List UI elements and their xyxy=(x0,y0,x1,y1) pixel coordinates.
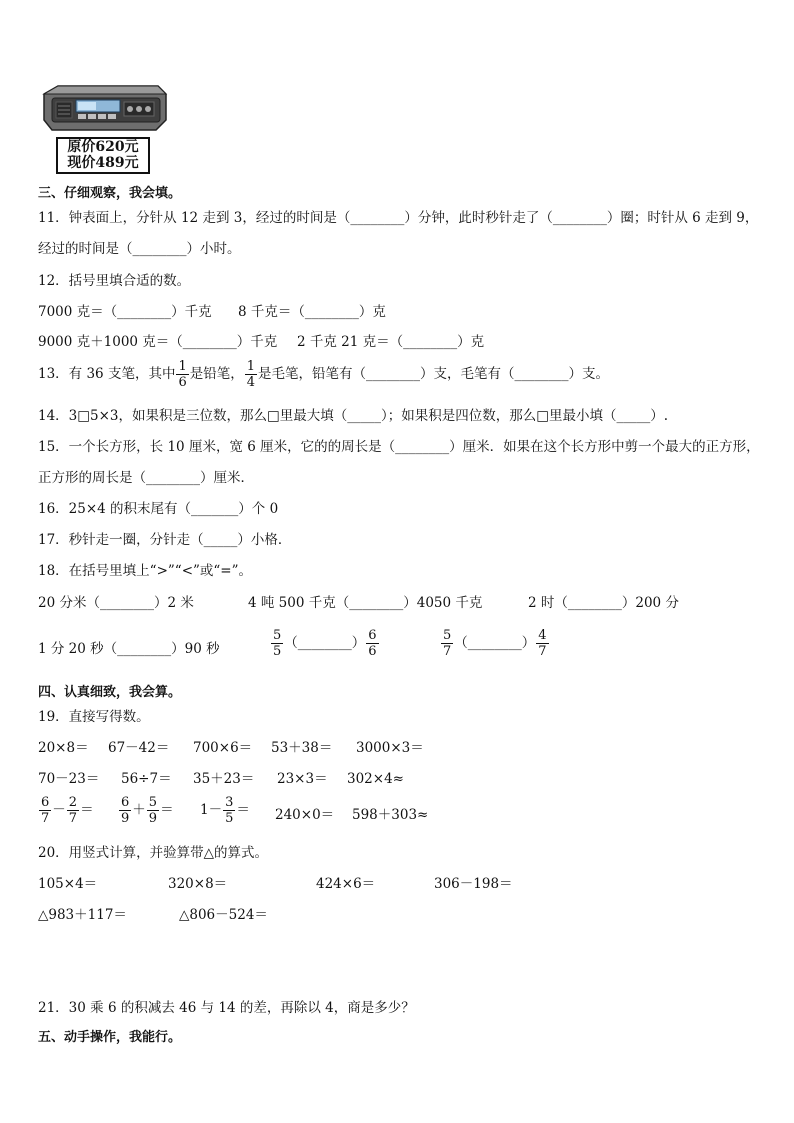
q19-r1-1: 20×8＝ xyxy=(38,740,89,756)
q19-r1-5: 3000×3＝ xyxy=(356,740,424,756)
fraction: $\frac{4}{7}$ xyxy=(538,628,547,659)
fraction: $\frac{6}{6}$ xyxy=(368,628,377,659)
q12-a: 7000 克＝（________）千克 xyxy=(38,304,212,320)
q15-line2: 正方形的周长是（________）厘米． xyxy=(38,470,254,486)
q19-r1-3: 700×6＝ xyxy=(193,740,253,756)
q18-b: 4 吨 500 千克（________）4050 千克 xyxy=(248,595,483,611)
q16: 16．25×4 的积末尾有（_______）个 0 xyxy=(38,501,279,517)
radio-cassette-image xyxy=(38,80,170,136)
q19-r3-d: 240×0＝ xyxy=(275,807,335,823)
q19-r3-c: 1－ $\frac{3}{5}$ ＝ xyxy=(200,795,250,826)
section5-heading: 五、动手操作，我能行。 xyxy=(38,1030,182,1045)
fraction: $\frac{3}{5}$ xyxy=(225,795,234,826)
q19-r1-2: 67－42＝ xyxy=(108,740,170,756)
q19-r3-b: $\frac{6}{9}$ ＋ $\frac{5}{9}$ ＝ xyxy=(121,795,174,826)
q12-c: 9000 克＋1000 克＝（________）千克 xyxy=(38,334,278,350)
q20-r1-4: 306－198＝ xyxy=(434,876,513,892)
fraction: $\frac{6}{7}$ xyxy=(41,795,50,826)
fraction: $\frac{5}{9}$ xyxy=(148,795,158,826)
q19-r3-a: $\frac{6}{7}$ － $\frac{2}{7}$ ＝ xyxy=(41,795,94,826)
section4-heading: 四、认真细致，我会算。 xyxy=(38,685,182,700)
q12-b: 8 千克＝（________）克 xyxy=(238,304,386,320)
q19-r2-5: 302×4≈ xyxy=(347,771,404,787)
q20-r1-2: 320×8＝ xyxy=(168,876,228,892)
q18-d: 1 分 20 秒（________）90 秒 xyxy=(38,641,220,657)
q19-title: 19．直接写得数。 xyxy=(38,709,150,725)
q19-r2-4: 23×3＝ xyxy=(277,771,328,787)
original-price: 原价620元 xyxy=(67,139,139,155)
q11-line2: 经过的时间是（________）小时。 xyxy=(38,241,241,257)
q18-f: $\frac{5}{7}$ （________） $\frac{4}{7}$ xyxy=(443,628,547,659)
price-tag xyxy=(56,137,150,174)
fraction: $\frac{1}{6}$ xyxy=(178,359,187,390)
q19-r1-4: 53＋38＝ xyxy=(271,740,333,756)
q20-r1-3: 424×6＝ xyxy=(316,876,376,892)
fraction: $\frac{5}{5}$ xyxy=(273,628,282,659)
current-price: 现价489元 xyxy=(67,155,139,171)
q20-r2-1: △983＋117＝ xyxy=(38,907,127,923)
q19-r3-e: 598＋303≈ xyxy=(352,807,429,823)
q13-part1: 13．有 36 支笔，其中 xyxy=(38,366,176,382)
q19-r2-2: 56÷7＝ xyxy=(121,771,172,787)
q18-a: 20 分米（________）2 米 xyxy=(38,595,194,611)
q19-r2-1: 70－23＝ xyxy=(38,771,100,787)
fraction: $\frac{1}{4}$ xyxy=(246,359,256,390)
q19-r2-3: 35＋23＝ xyxy=(193,771,255,787)
fraction: $\frac{6}{9}$ xyxy=(121,795,130,826)
q13 xyxy=(38,359,609,390)
q20-r1-1: 105×4＝ xyxy=(38,876,98,892)
q18-e: $\frac{5}{5}$ （________） $\frac{6}{6}$ xyxy=(273,628,377,659)
q11-line1: 11．钟表面上，分针从 12 走到 3，经过的时间是（________）分钟，此时秒针走了（________）圈；时针从 6 走到 9， xyxy=(38,210,759,226)
q18-title: 18．在括号里填上“>”“<”或“=”。 xyxy=(38,563,253,579)
q20-r2-2: △806－524＝ xyxy=(179,907,268,923)
q17: 17．秒针走一圈，分针走（_____）小格． xyxy=(38,532,292,548)
q18-c: 2 时（________）200 分 xyxy=(528,595,679,611)
q12-d: 2 千克 21 克＝（________）克 xyxy=(297,334,485,350)
q20-title: 20．用竖式计算，并验算带△的算式。 xyxy=(38,845,269,861)
q13-part3: 是毛笔，铅笔有（________）支，毛笔有（________）支。 xyxy=(258,366,610,382)
fraction: $\frac{2}{7}$ xyxy=(68,795,78,826)
q21: 21．30 乘 6 的积减去 46 与 14 的差，再除以 4，商是多少？ xyxy=(38,1000,415,1016)
q12-title: 12．括号里填合适的数。 xyxy=(38,273,191,289)
fraction: $\frac{5}{7}$ xyxy=(443,628,452,659)
q14: 14．3□5×3，如果积是三位数，那么□里最大填（_____）；如果积是四位数，那么□里最小填（_____）. xyxy=(38,408,669,424)
q15-line1: 15．一个长方形，长 10 厘米，宽 6 厘米，它的的周长是（________）厘米．如果在这个长方形中剪一个最大的正方形， xyxy=(38,439,760,455)
section3-heading: 三、仔细观察，我会填。 xyxy=(38,186,182,201)
q13-part2: 是铅笔， xyxy=(189,366,244,382)
